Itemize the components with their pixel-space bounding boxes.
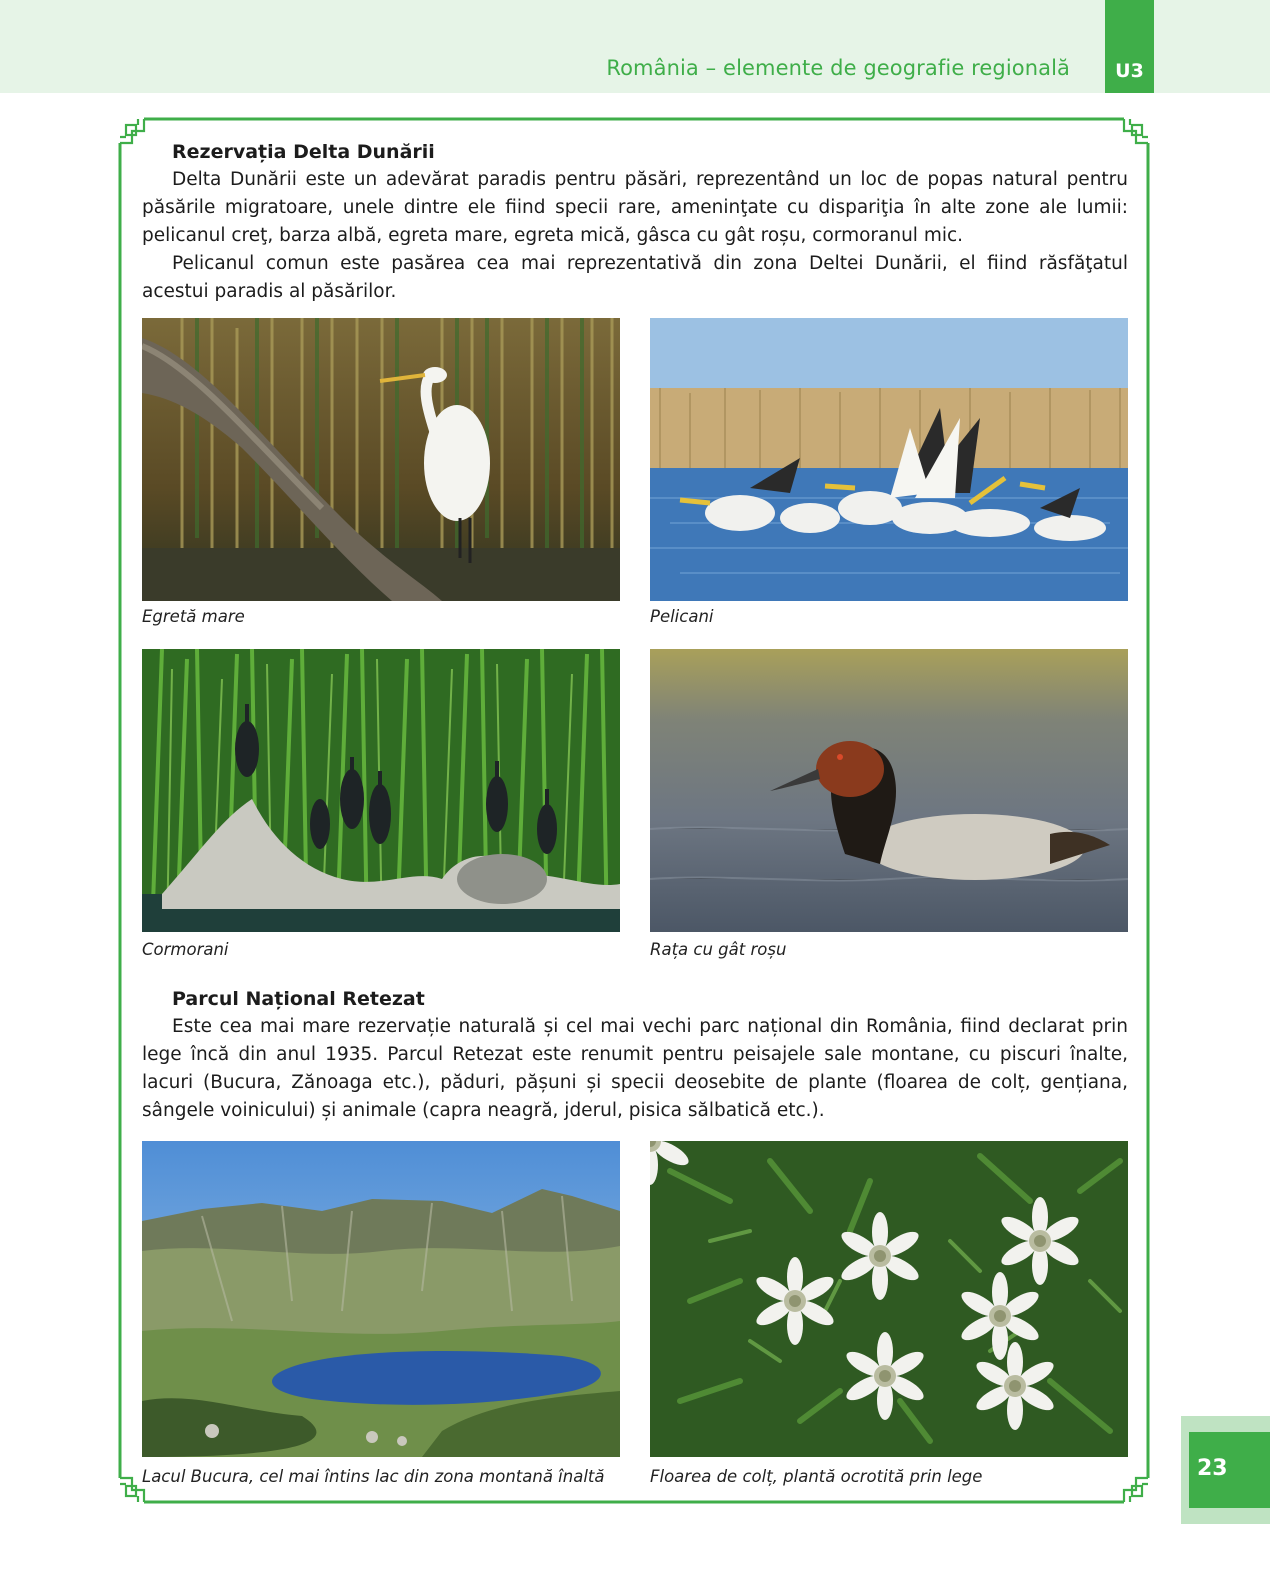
cormorants-photo (142, 649, 620, 932)
section-heading: Rezervația Delta Dunării (172, 141, 435, 163)
photo-caption: Rața cu gât roșu (650, 940, 787, 959)
unit-tab (1105, 0, 1154, 93)
page-number: 23 (1197, 1456, 1228, 1481)
paragraph: Delta Dunării este un adevărat paradis pentru păsări, reprezentând un loc de popas natural pentru păsările migratoare, unele dintre ele fiind specii rare, ameninţate cu dispariţia în alte zone ale lumii: pelicanul creţ, barza albă, egreta mare, egreta mică, gâsca cu gât roșu, cormoranul mic. (142, 169, 1128, 246)
edelweiss-photo (650, 1141, 1128, 1457)
pelicans-photo (650, 318, 1128, 601)
red-necked-duck-photo (650, 649, 1128, 932)
great-egret-photo (142, 318, 620, 601)
paragraph: Pelicanul comun este pasărea cea mai reprezentativă din zona Deltei Dunării, el fiind răsfăţatul acestui paradis al păsărilor. (142, 253, 1128, 302)
section-heading: Parcul Național Retezat (172, 988, 425, 1010)
page-number-badge (1189, 1432, 1270, 1508)
running-header-title: România – elemente de geografie regională (606, 56, 1070, 80)
section-retezat (142, 985, 1128, 1125)
section-delta (142, 138, 1128, 306)
photo-caption: Lacul Bucura, cel mai întins lac din zona montană înaltă (142, 1467, 605, 1486)
photo-caption: Floarea de colț, plantă ocrotită prin lege (650, 1467, 983, 1486)
photo-caption: Cormorani (142, 940, 229, 959)
photo-caption: Egretă mare (142, 607, 245, 626)
photo-caption: Pelicani (650, 607, 714, 626)
unit-label: U3 (1115, 60, 1144, 82)
paragraph: Este cea mai mare rezervație naturală și cel mai vechi parc național din România, fiind declarat prin lege încă din anul 1935. Parcul Retezat este renumit pentru peisajele sale montane, cu piscuri înalte, lacuri (Bucura, Zănoaga etc.), păduri, pășuni și specii deosebite de plante (floarea de colț, gențiana, sângele voinicului) și animale (capra neagră, jderul, pisica sălbatică etc.). (142, 1016, 1128, 1121)
lake-bucura-photo (142, 1141, 620, 1457)
